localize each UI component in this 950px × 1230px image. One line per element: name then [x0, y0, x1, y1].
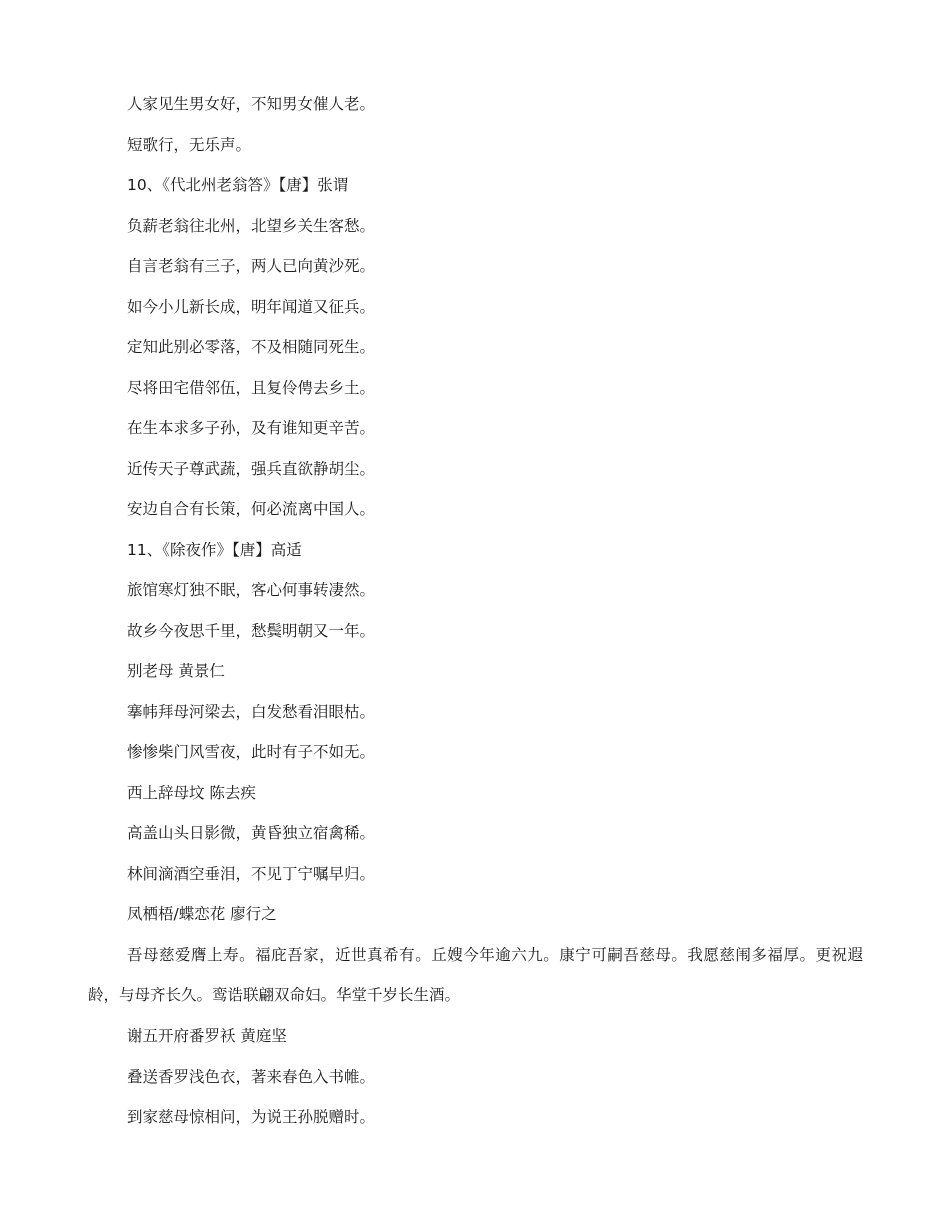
poem-line: 高盖山头日影微，黄昏独立宿禽稀。 — [127, 824, 376, 842]
poem-line: 到家慈母惊相问，为说王孙脱赠时。 — [127, 1108, 376, 1126]
section-heading: 11、《除夜作》【唐】高适 — [127, 541, 302, 559]
poem-line: 林间滴酒空垂泪，不见丁宁嘱早归。 — [127, 865, 376, 883]
poem-line: 叠送香罗浅色衣，著来春色入书帷。 — [127, 1068, 376, 1086]
poem-line: 近传天子尊武蔬，强兵直欲静胡尘。 — [127, 460, 376, 478]
poem-line: 自言老翁有三子，两人已向黄沙死。 — [127, 257, 376, 275]
poem-line: 搴帏拜母河梁去，白发愁看泪眼枯。 — [127, 703, 376, 721]
poem-line: 故乡今夜思千里，愁鬓明朝又一年。 — [127, 622, 376, 640]
poem-title: 西上辞母坟 陈去疾 — [127, 784, 256, 802]
poem-line: 惨惨柴门风雪夜，此时有子不如无。 — [127, 743, 376, 761]
poem-title: 别老母 黄景仁 — [127, 662, 225, 680]
poem-line: 安边自合有长策，何必流离中国人。 — [127, 500, 376, 518]
poem-title: 凤栖梧/蝶恋花 廖行之 — [127, 905, 277, 923]
poem-line: 在生本求多子孙，及有谁知更辛苦。 — [127, 419, 376, 437]
poem-title: 谢五开府番罗袄 黄庭坚 — [127, 1027, 287, 1045]
section-heading: 10、《代北州老翁答》【唐】张谓 — [127, 176, 349, 194]
text-line: 人家见生男女好，不知男女催人老。 — [127, 95, 376, 113]
poem-line: 定知此别必零落，不及相随同死生。 — [127, 338, 376, 356]
poem-line: 旅馆寒灯独不眠，客心何事转凄然。 — [127, 581, 376, 599]
text-line: 短歌行，无乐声。 — [127, 136, 252, 154]
poem-line: 尽将田宅借邻伍，且复伶俜去乡土。 — [127, 379, 376, 397]
ci-paragraph: 吾母慈爱膺上寿。福庇吾家，近世真希有。丘嫂今年逾六九。康宁可嗣吾慈母。我愿慈闱多福厚。更祝遐龄，与母齐长久。鸾诰联翩双命妇。华堂千岁长生酒。 — [88, 946, 863, 1004]
poem-line: 负薪老翁往北州，北望乡关生客愁。 — [127, 217, 376, 235]
poem-line: 如今小儿新长成，明年闻道又征兵。 — [127, 298, 376, 316]
